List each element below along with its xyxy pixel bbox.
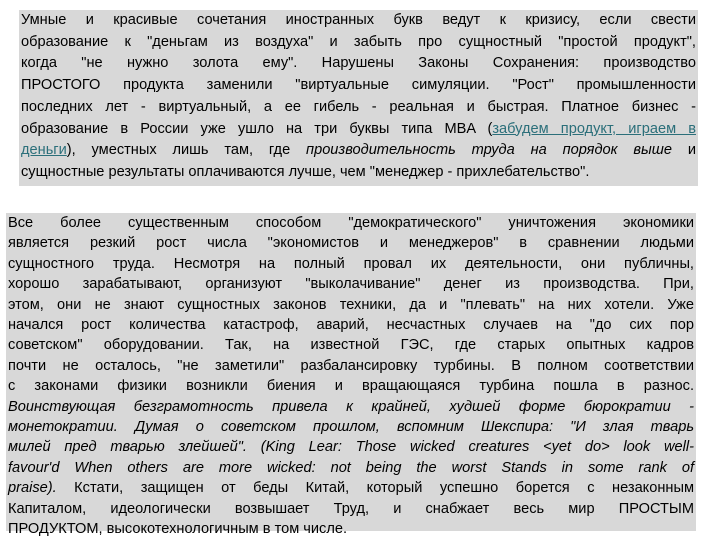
p1-line-7-text: ), уместных лишь там, где [66, 142, 307, 159]
p1-line-8: сущностные результаты оплачиваются лучше, чем "менеджер - прихлебательство". [21, 163, 590, 180]
p2-line-6: начался рост количества катастроф, аварий, несчастных случаев на "до сих пор [8, 317, 694, 334]
p2-line-16: ПРОДУКТОМ, высокотехнологичным в том числе. [8, 521, 348, 538]
p2-line-5: этом, они не знают сущностных законов техники, да и "плевать" на них хотели. Уже [8, 296, 694, 313]
money-link[interactable]: деньги [21, 142, 67, 159]
p2-line-10: Воинствующая безграмотность привела к крайней, худшей форме бюрократии - [8, 398, 694, 415]
p2-line-14-italic: praise). [8, 480, 57, 497]
p1-line-4: ПРОСТОГО продукта заменили "виртуальные симуляции. "Рост" промышленности [21, 77, 696, 94]
p2-line-15: Капиталом, идеологически возвышает Труд, и снабжает весь мир ПРОСТЫМ [8, 500, 694, 517]
paragraph-top [19, 10, 698, 186]
p2-line-8: почти не осталось, "не заметили" разбалансировку турбины. В полном соответствии [8, 357, 694, 374]
p2-line-9: с законами физики возникли биения и вращающаяся турбина пошла в разнос. [8, 378, 694, 395]
p2-line-7: советском" оборудовании. Так, на известной ГЭС, где старых опытных кадров [8, 337, 694, 354]
p1-line-5: последних лет - виртуальный, а ее гибель - реальная и быстрая. Платное бизнес - [21, 98, 696, 115]
p2-line-11: монетократии. Думая о советском прошлом, вспомним Шекспира: "И злая тварь [8, 419, 694, 436]
forget-product-link[interactable]: забудем продукт, играем в [492, 120, 696, 137]
p1-line-3: когда "не нужно золота ему". Нарушены Законы Сохранения: производство [21, 55, 696, 72]
p1-line-2: образование к "деньгам из воздуха" и забыть про сущностный "простой продукт", [21, 33, 696, 50]
p1-line-7-end: и [671, 142, 696, 159]
p1-line-6-text: образование в России уже ушло на три буквы типа MBA ( [21, 120, 493, 137]
paragraph-main [6, 213, 696, 538]
p1-line-6 [21, 119, 696, 141]
p2-line-14-text: Кстати, защищен от беды Китай, который успешно борется с незаконным [56, 480, 694, 497]
p2-line-1: Все более существенным способом "демократического" уничтожения экономики [8, 215, 694, 231]
p1-line-1: Умные и красивые сочетания иностранных букв ведут к кризису, если свести [21, 12, 696, 28]
p2-line-3: сущностного труда. Несмотря на полный провал их деятельности, они публичны, [8, 255, 694, 272]
p2-line-12: милей пред тварью злейшей". (King Lear: Those wicked creatures <yet do> look well- [8, 439, 694, 456]
p2-line-4: хорошо зарабатывают, организуют "выколачивание" денег из производства. При, [8, 276, 694, 293]
p1-line-7 [21, 140, 696, 162]
productivity-phrase: производительность труда на порядок выше [306, 142, 672, 159]
p2-line-2: является резкий рост числа "экономистов и менеджеров" в сравнении людьми [8, 235, 694, 252]
p2-line-13: favour'd When others are more wicked: not being the worst Stands in some rank of [8, 459, 694, 476]
p2-line-14 [8, 478, 694, 498]
